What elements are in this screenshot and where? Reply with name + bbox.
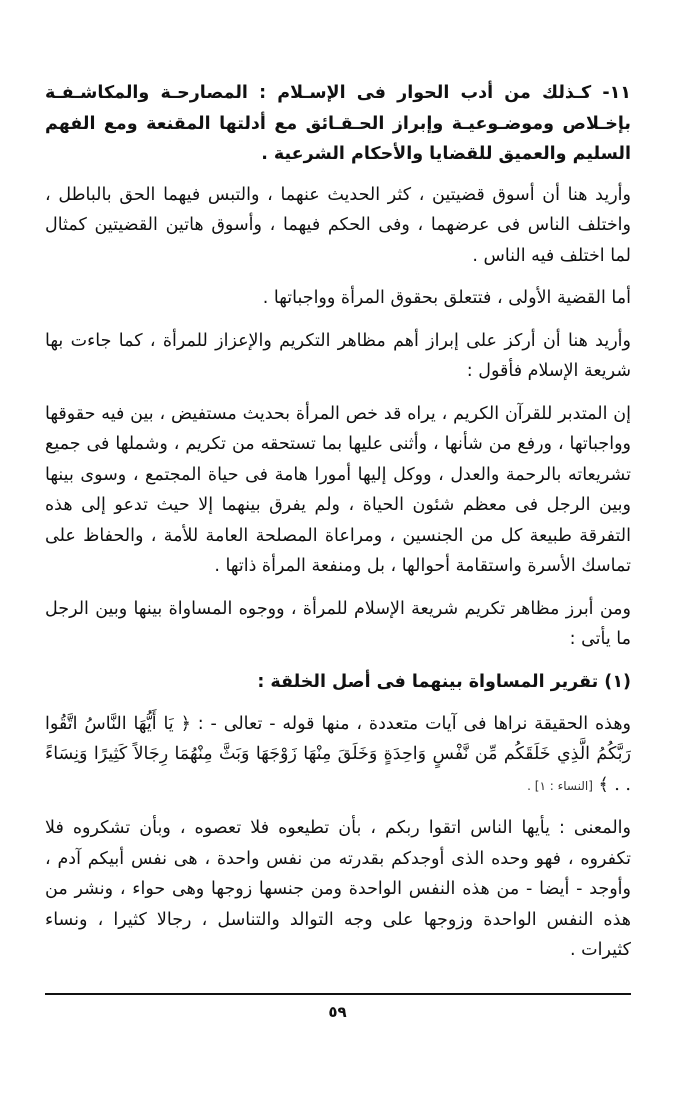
paragraph-two-issues-text: وأريد هنا أن أسوق قضيتين ، كثر الحديث عنهما ، والتبس فيهما الحق بالباطل ، واختلف الناس فى عرضهما ، وفى الحكم فيهما ، وأسوق هاتين القضيتين كمثال لما اختلف فيه الناس . — [45, 184, 631, 266]
paragraph-meaning-text: والمعنى : يأيها الناس اتقوا ربكم ، بأن تطيعوه فلا تعصوه ، وبأن تشكروه فلا تكفروه ، فهو وحده الذى أوجدكم بقدرته من نفس واحدة ، هى نفس أبيكم آدم ، وأوجد - أيضا - من هذه النفس الواحدة ومن جنسها زوجها وهى حواء ، ونشر من هذه النفس الواحدة وزوجها على وجه التوالد والتناسل ، رجالا كثيرا ، ونساء كثيرات . — [45, 818, 631, 960]
paragraph-11-principle — [45, 78, 631, 170]
paragraph-meaning — [45, 813, 631, 966]
section-heading-text: (١) تقرير المساواة بينهما فى أصل الخلقة : — [257, 671, 631, 692]
paragraph-two-issues — [45, 180, 631, 272]
footer-divider — [45, 993, 631, 995]
section-heading-creation-equality — [45, 667, 631, 697]
page-body — [45, 78, 631, 978]
paragraph-honoring-women — [45, 326, 631, 387]
paragraph-11-text: ١١- كـذلك من أدب الحوار فى الإسـلام : المصارحـة والمكاشـفـة بإخـلاص وموضـوعيـة وإبراز الحـقـائق مع أدلتها المقنعة ومع الفهم السليم والعميق للقضايا والأحكام الشرعية . — [45, 83, 631, 164]
paragraph-equality-aspects-text: ومن أبرز مظاهر تكريم شريعة الإسلام للمرأة ، ووجوه المساواة بينها وبين الرجل ما يأتى : — [45, 598, 631, 649]
paragraph-first-issue-text: أما القضية الأولى ، فتتعلق بحقوق المرأة وواجباتها . — [262, 288, 631, 308]
paragraph-verse — [45, 709, 631, 802]
paragraph-equality-aspects — [45, 594, 631, 655]
quran-verse: ﴿ يَا أَيُّهَا النَّاسُ اتَّقُوا رَبَّكُمُ الَّذِي خَلَقَكُم مِّن نَّفْسٍ وَاحِدَةٍ وَخَلَقَ مِنْهَا زَوْجَهَا وَبَثَّ مِنْهُمَا رِجَالاً كَثِيرًا وَنِسَاءً . . ﴾ — [45, 713, 631, 795]
paragraph-first-issue — [45, 283, 631, 314]
paragraph-quran-contemplation-text: إن المتدبر للقرآن الكريم ، يراه قد خص المرأة بحديث مستفيض ، بين فيه حقوقها وواجباتها ، ورفع من شأنها ، وأثنى عليها بما تستحقه من تكريم ، وشملها فى جميع تشريعاته بالرحمة والعدل ، ووكل إليها أمورا هامة فى حياة المجتمع ، وسوى بينها وبين الرجل فى معظم شئون الحياة ، ولم يفرق بينهما إلا حيث تدعو إلى هذه التفرقة طبيعة كل من الجنسين ، ومراعاة المصلحة العامة للأمة ، والحفاظ على تماسك الأسرة واستقامة أحوالها ، بل ومنفعة المرأة ذاتها . — [45, 403, 631, 576]
paragraph-honoring-women-text: وأريد هنا أن أركز على إبراز أهم مظاهر التكريم والإعزاز للمرأة ، كما جاءت بها شريعة الإسلام فأقول : — [45, 330, 631, 381]
verse-intro-text: وهذه الحقيقة نراها فى آيات متعددة ، منها قوله - تعالى - : — [197, 713, 631, 734]
page-number: ٥٩ — [328, 1003, 347, 1021]
paragraph-quran-contemplation — [45, 399, 631, 582]
verse-citation: [النساء : ١] . — [527, 778, 593, 793]
